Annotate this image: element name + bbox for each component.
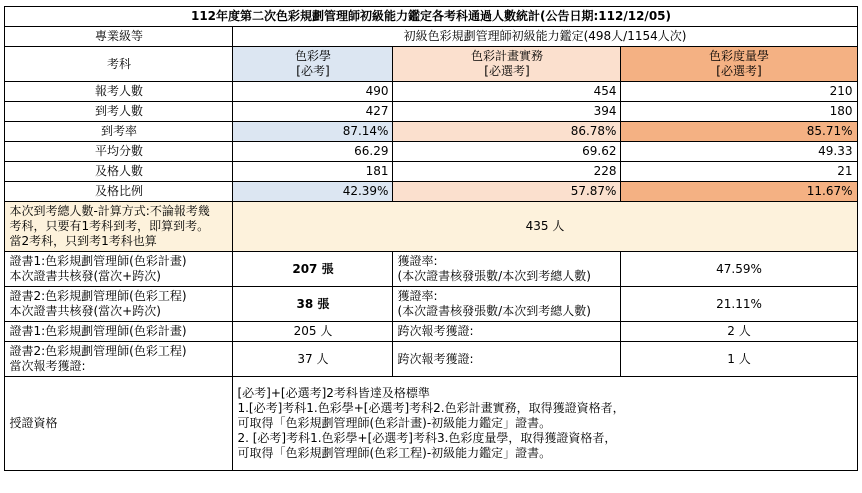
cross-row-1-cross-value: 2 人 <box>621 322 857 342</box>
stat-label-attendance-rate: 到考率 <box>5 122 233 142</box>
table-row <box>5 7 857 27</box>
level-label: 專業級等 <box>5 27 233 47</box>
certificate-1-label-line1: 證書1:色彩規劃管理師(色彩計畫) <box>9 254 187 268</box>
certificate-1-label <box>5 252 233 287</box>
cross-row-2-cross-label: 跨次報考獲證: <box>393 342 621 377</box>
stat-value: 394 <box>393 102 621 122</box>
cross-row-2-cross-value: 1 人 <box>621 342 857 377</box>
total-attendance-label-line1: 本次到考總人數-計算方式:不論報考幾 <box>9 204 210 218</box>
table-row <box>5 82 857 102</box>
stat-value: 42.39% <box>233 182 393 202</box>
stat-value: 21 <box>621 162 857 182</box>
column-header-name: 色彩學 <box>294 49 331 63</box>
total-attendance-value: 435 人 <box>233 202 857 252</box>
stat-label-attendees: 到考人數 <box>5 102 233 122</box>
stat-label-applicants: 報考人數 <box>5 82 233 102</box>
stat-value: 69.62 <box>393 142 621 162</box>
statistics-table <box>4 6 857 471</box>
cross-row-1-label: 證書1:色彩規劃管理師(色彩計畫) <box>5 322 233 342</box>
stat-value: 85.71% <box>621 122 857 142</box>
cross-row-2-label <box>5 342 233 377</box>
stat-value: 66.29 <box>233 142 393 162</box>
certificate-2-label-line1: 證書2:色彩規劃管理師(色彩工程) <box>9 289 187 303</box>
qualification-label: 授證資格 <box>5 377 233 471</box>
stat-value: 180 <box>621 102 857 122</box>
certificate-2-rate-label-line1: 獲證率: <box>397 289 438 303</box>
table-row <box>5 162 857 182</box>
cross-row-2-label-line1: 證書2:色彩規劃管理師(色彩工程) <box>9 344 187 358</box>
table-row <box>5 377 857 471</box>
certificate-1-rate-label <box>393 252 621 287</box>
certificate-1-count: 207 張 <box>233 252 393 287</box>
qualification-line-1: [必考]+[必選考]2考科皆達及格標準 <box>237 386 430 400</box>
stat-label-average-score: 平均分數 <box>5 142 233 162</box>
certificate-2-count: 38 張 <box>233 287 393 322</box>
cross-row-2-label-line2: 當次報考獲證: <box>9 359 86 373</box>
total-attendance-label-line2: 考科，只要有1考科到考，即算到考。 <box>9 219 210 233</box>
total-attendance-label-line3: 當2考科，只到考1考科也算 <box>9 234 157 248</box>
certificate-1-rate-label-line2: (本次證書核發張數/本次到考總人數) <box>397 269 591 283</box>
column-header-requirement: [必選考] <box>484 64 530 78</box>
table-row <box>5 287 857 322</box>
certificate-2-rate-label <box>393 287 621 322</box>
table-row <box>5 122 857 142</box>
certificate-1-rate-label-line1: 獲證率: <box>397 254 438 268</box>
stat-value: 49.33 <box>621 142 857 162</box>
level-value: 初級色彩規劃管理師初級能力鑑定(498人/1154人次) <box>233 27 857 47</box>
certificate-1-rate-value: 47.59% <box>621 252 857 287</box>
stat-value: 87.14% <box>233 122 393 142</box>
table-row <box>5 202 857 252</box>
certificate-2-rate-value: 21.11% <box>621 287 857 322</box>
certificate-2-label <box>5 287 233 322</box>
table-row <box>5 142 857 162</box>
stat-value: 427 <box>233 102 393 122</box>
table-row <box>5 27 857 47</box>
table-row <box>5 102 857 122</box>
stat-value: 57.87% <box>393 182 621 202</box>
stat-value: 210 <box>621 82 857 102</box>
stat-value: 454 <box>393 82 621 102</box>
column-header-colorimetry <box>621 47 857 82</box>
qualification-line-2: 1.[必考]考科1.色彩學+[必選考]考科2.色彩計畫實務，取得獲證資格者， <box>237 401 625 415</box>
column-header-color-science <box>233 47 393 82</box>
stat-label-pass-rate: 及格比例 <box>5 182 233 202</box>
column-header-color-planning <box>393 47 621 82</box>
column-header-requirement: [必考] <box>296 64 330 78</box>
certificate-2-label-line2: 本次證書共核發(當次+跨次) <box>9 304 161 318</box>
cross-row-2-count: 37 人 <box>233 342 393 377</box>
table-row <box>5 342 857 377</box>
qualification-line-4: 2. [必考]考科1.色彩學+[必選考]考科3.色彩度量學，取得獲證資格者， <box>237 431 617 445</box>
stat-value: 181 <box>233 162 393 182</box>
total-attendance-label <box>5 202 233 252</box>
statistics-sheet <box>0 6 862 493</box>
certificate-2-rate-label-line2: (本次證書核發張數/本次到考總人數) <box>397 304 591 318</box>
table-row <box>5 322 857 342</box>
column-header-name: 色彩計畫實務 <box>470 49 543 63</box>
table-row <box>5 252 857 287</box>
table-row <box>5 182 857 202</box>
stat-value: 11.67% <box>621 182 857 202</box>
qualification-line-5: 可取得「色彩規劃管理師(色彩工程)-初級能力鑑定」證書。 <box>237 446 552 460</box>
cross-row-1-count: 205 人 <box>233 322 393 342</box>
subject-label: 考科 <box>5 47 233 82</box>
stat-value: 228 <box>393 162 621 182</box>
certificate-1-label-line2: 本次證書共核發(當次+跨次) <box>9 269 161 283</box>
page-title: 112年度第二次色彩規劃管理師初級能力鑑定各考科通過人數統計(公告日期:112/12/05) <box>5 7 857 27</box>
cross-row-1-cross-label: 跨次報考獲證: <box>393 322 621 342</box>
table-row <box>5 47 857 82</box>
stat-value: 490 <box>233 82 393 102</box>
column-header-name: 色彩度量學 <box>708 49 769 63</box>
qualification-notes <box>233 377 857 471</box>
stat-label-passed: 及格人數 <box>5 162 233 182</box>
column-header-requirement: [必選考] <box>716 64 762 78</box>
stat-value: 86.78% <box>393 122 621 142</box>
qualification-line-3: 可取得「色彩規劃管理師(色彩計畫)-初級能力鑑定」證書。 <box>237 416 552 430</box>
